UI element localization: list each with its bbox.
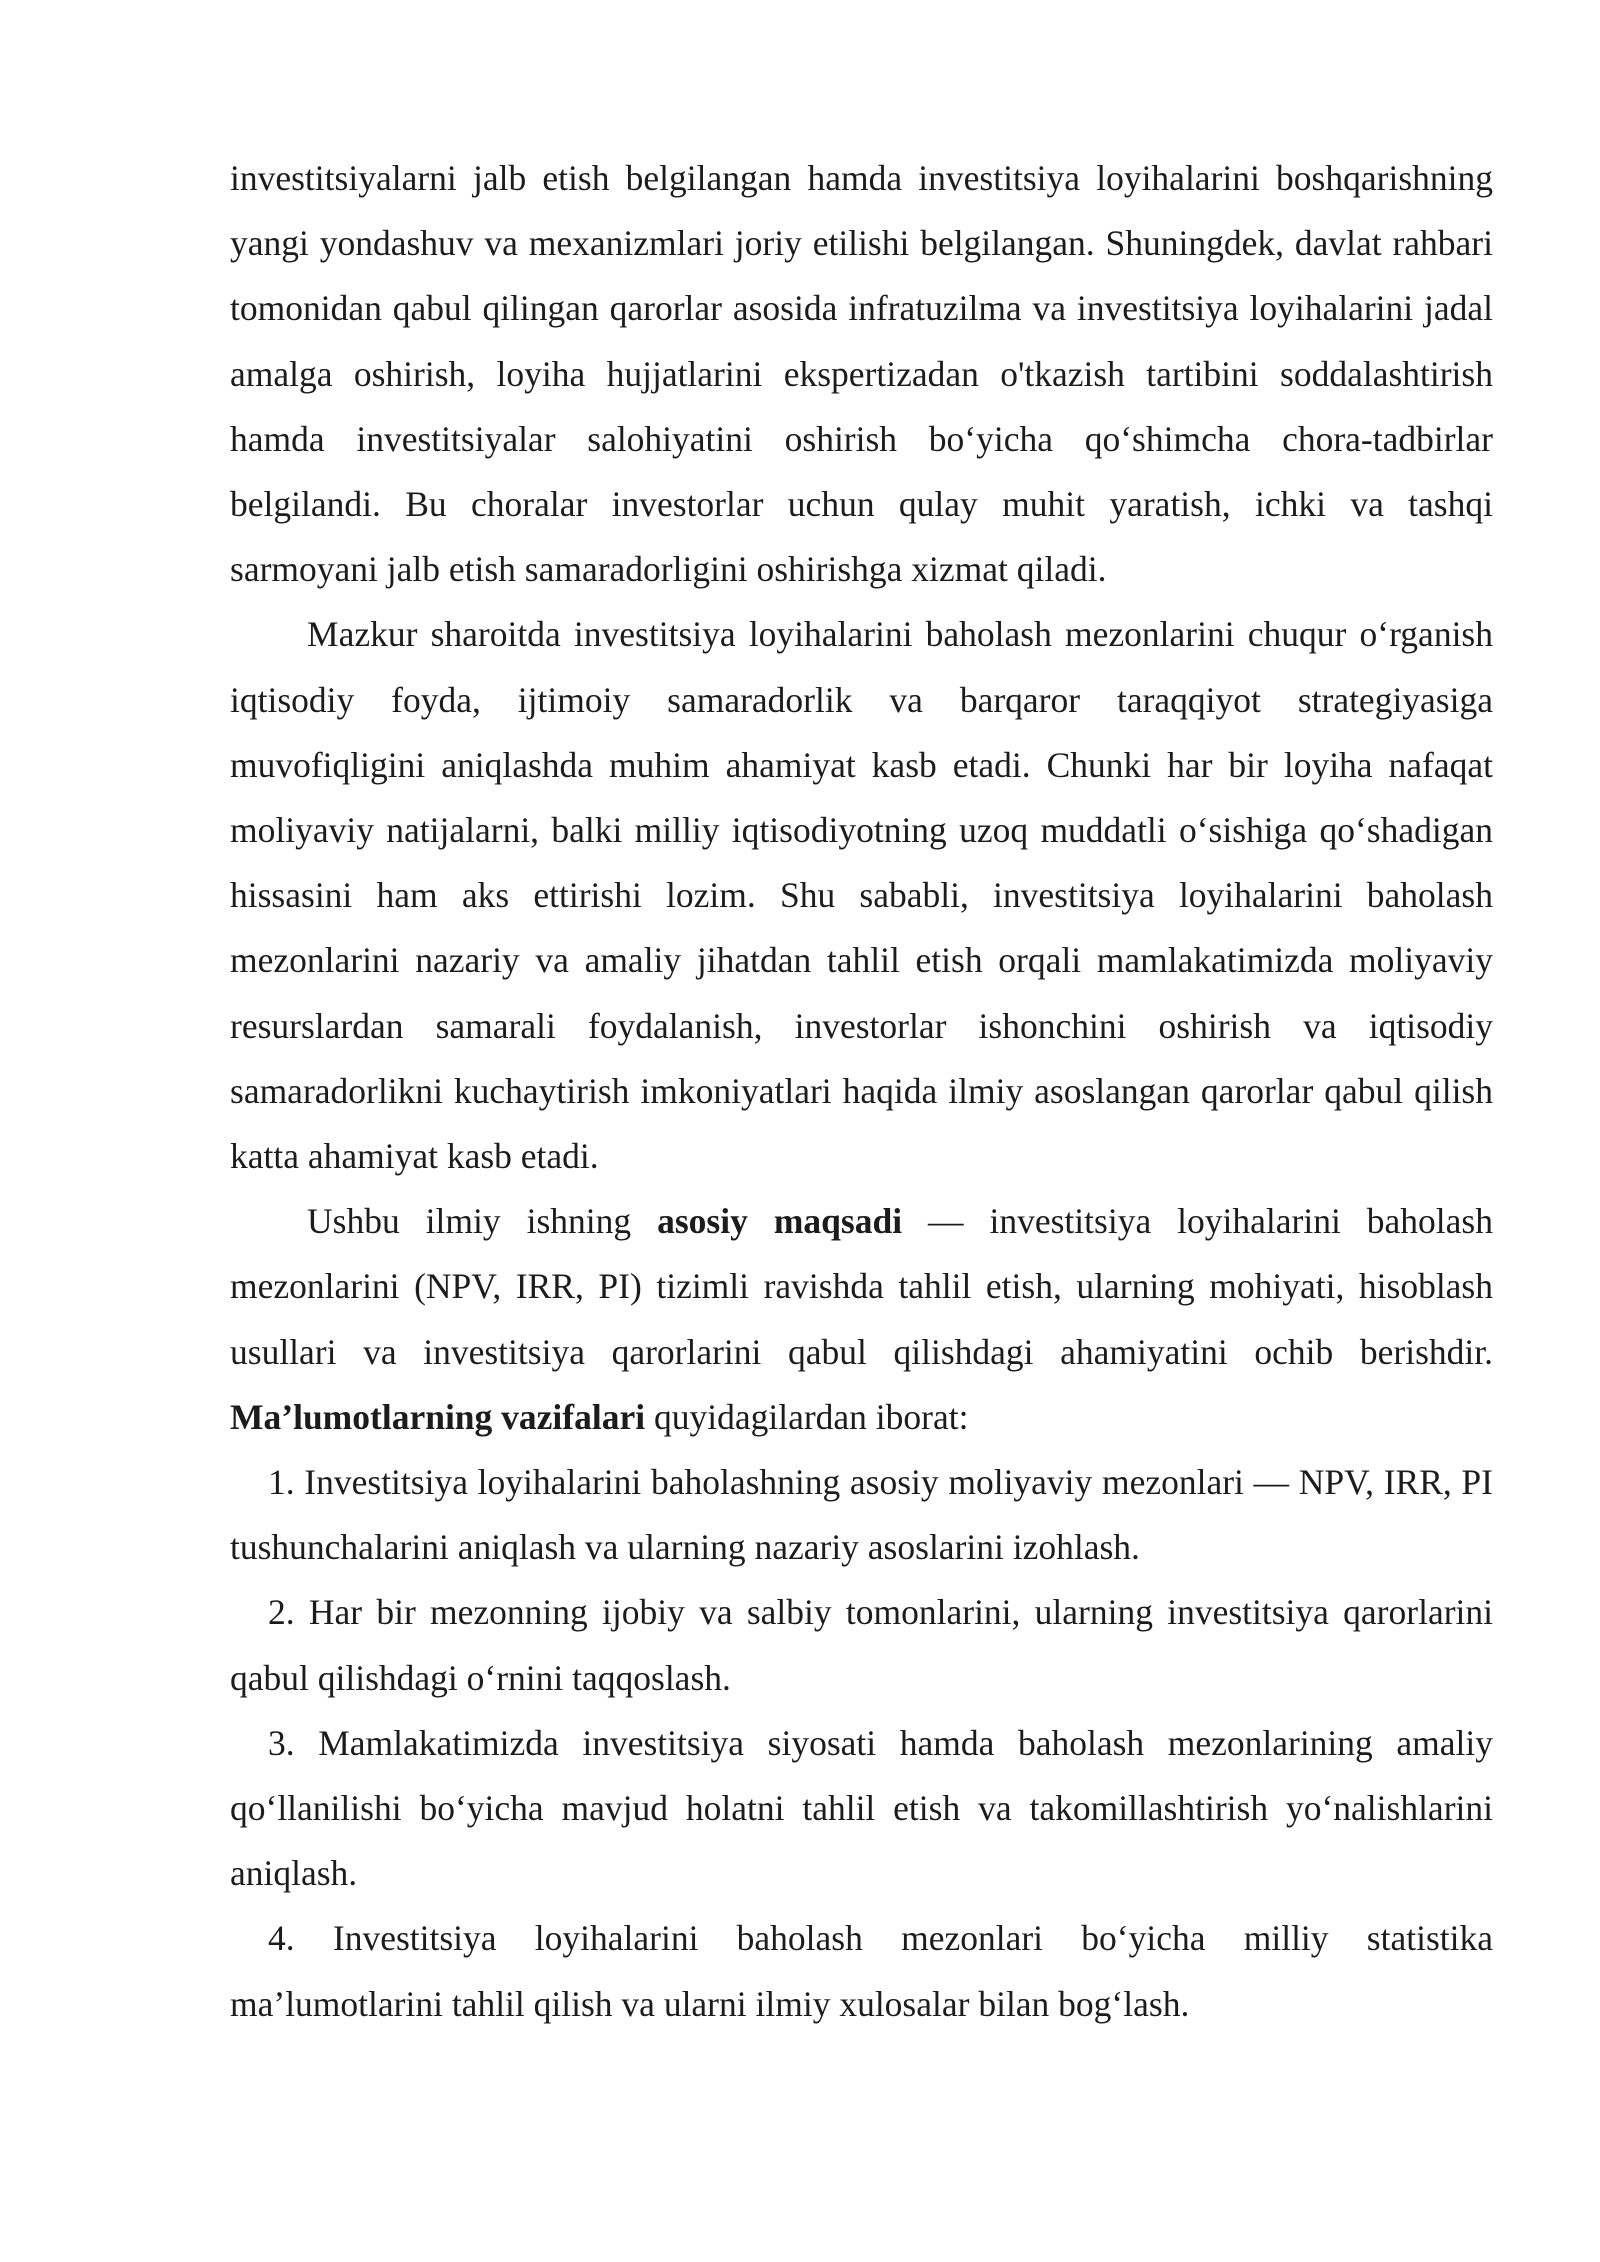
paragraph-context: Mazkur sharoitda investitsiya loyihalarini baholash mezonlarini chuqur o‘rganish iqtisodiy foyda, ijtimoiy samaradorlik va barqaror taraqqiyot strategiyasiga muvofiqligini aniqlashda muhim ahamiyat kasb etadi. Chunki har bir loyiha nafaqat moliyaviy natijalarni, balki milliy iqtisodiyotning uzoq muddatli o‘sishiga qo‘shadigan hissasini ham aks ettirishi lozim. Shu sababli, investitsiya loyihalarini baholash mezonlarini nazariy va amaliy jihatdan tahlil etish orqali mamlakatimizda moliyaviy resurslardan samarali foydalanish, investorlar ishonchini oshirish va iqtisodiy samaradorlikni kuchaytirish imkoniyatlari haqida ilmiy asoslangan qarorlar qabul qilish katta ahamiyat kasb etadi. xyxy=(230,614,1493,1177)
paragraph-continuation: investitsiyalarni jalb etish belgilangan hamda investitsiya loyihalarini boshqarishning yangi yondashuv va mexanizmlari joriy etilishi belgilangan. Shuningdek, davlat rahbari tomonidan qabul qilingan qarorlar asosida infratuzilma va investitsiya loyihalarini jadal amalga oshirish, loyiha hujjatlarini ekspertizadan o'tkazish tartibini soddalashtirish hamda investitsiyalar salohiyatini oshirish bo‘yicha qo‘shimcha chora-tadbirlar belgilandi. Bu choralar investorlar uchun qulay muhit yaratish, ichki va tashqi sarmoyani jalb etish samaradorligini oshirishga xizmat qiladi. xyxy=(230,158,1493,590)
list-item-number: 4. xyxy=(268,1918,295,1959)
list-item-text: Har bir mezonning ijobiy va salbiy tomonlarini, ularning investitsiya qarorlarini qabul qilishdagi o‘rnini taqqoslash. xyxy=(230,1592,1493,1698)
list-item xyxy=(230,1906,1493,2036)
list-item-text: Investitsiya loyihalarini baholashning asosiy moliyaviy mezonlari — NPV, IRR, PI tushunchalarini aniqlash va ularning nazariy asoslarini izohlash. xyxy=(230,1462,1493,1568)
list-item xyxy=(230,1450,1493,1580)
list-item xyxy=(230,1580,1493,1710)
list-item-text: Investitsiya loyihalarini baholash mezonlari bo‘yicha milliy statistika ma’lumotlarini tahlil qilish va ularni ilmiy xulosalar bilan bog‘lash. xyxy=(230,1918,1493,2024)
aim-intro-text: Ushbu ilmiy ishning xyxy=(307,1201,658,1242)
list-item-number: 2. xyxy=(268,1592,295,1633)
list-item xyxy=(230,1711,1493,1907)
tasks-intro-text: quyidagilardan iborat: xyxy=(645,1396,969,1437)
list-item-number: 1. xyxy=(268,1462,295,1503)
paragraph-aim xyxy=(230,1189,1493,1450)
tasks-bold-term: Ma’lumotlarning vazifalari xyxy=(230,1396,646,1437)
aim-body-text: — investitsiya loyihalarini baholash mezonlarini (NPV, IRR, PI) tizimli ravishda tahlil etish, ularning mohiyati, hisoblash usullari va investitsiya qarorlarini qabul qilishdagi ahamiyatini ochib berishdir. xyxy=(230,1201,1493,1372)
list-item-number: 3. xyxy=(268,1722,295,1763)
aim-bold-term: asosiy maqsadi xyxy=(657,1201,903,1242)
list-item-text: Mamlakatimizda investitsiya siyosati hamda baholash mezonlarining amaliy qo‘llanilishi bo‘yicha mavjud holatni tahlil etish va takomillashtirish yo‘nalishlarini aniqlash. xyxy=(230,1722,1493,1894)
document-body xyxy=(230,146,1493,2037)
